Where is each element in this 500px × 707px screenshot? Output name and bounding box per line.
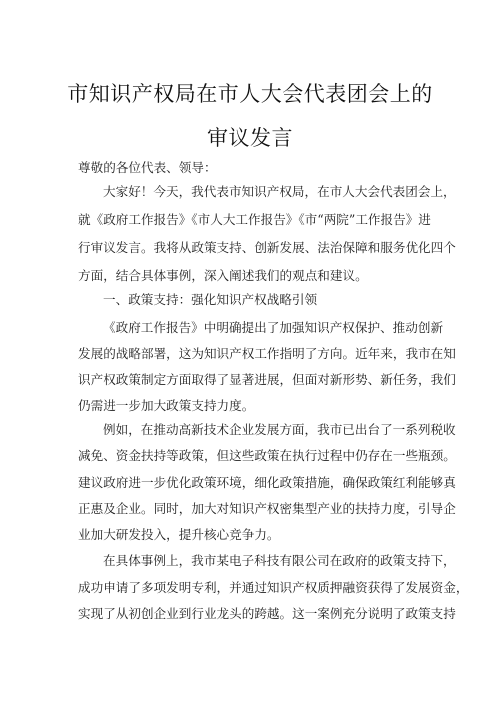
paragraph-line: 发展的战略部署，这为知识产权工作指明了方向。近年来，我市在知 [78, 346, 456, 361]
paragraph-line: 就《政府工作报告》《市人大工作报告》《市“两院”工作报告》进 [78, 212, 431, 227]
paragraph-line: 识产权政策制定方面取得了显著进展，但面对新形势、新任务，我们 [78, 372, 456, 387]
paragraph-line: 行审议发言。我将从政策支持、创新发展、法治保障和服务优化四个 [78, 240, 456, 255]
paragraph-line: 《政府工作报告》中明确提出了加强知识产权保护、推动创新 [103, 320, 444, 335]
paragraph-line: 方面，结合具体事例，深入阐述我们的观点和建议。 [78, 268, 368, 283]
paragraph-line: 业加大研发投入，提升核心竞争力。 [78, 527, 280, 542]
paragraph-line: 大家好！今天，我代表市知识产权局，在市人大会代表团会上， [103, 184, 456, 199]
paragraph-line: 仍需进一步加大政策支持力度。 [78, 398, 255, 413]
paragraph-line: 例如，在推动高新技术企业发展方面，我市已出台了一系列税收 [103, 422, 456, 437]
document-title-line-2: 审议发言 [207, 126, 293, 150]
paragraph-line: 正惠及企业。同时，加大对知识产权密集型产业的扶持力度，引导企 [78, 501, 456, 516]
paragraph-line: 实现了从初创企业到行业龙头的跨越。这一案例充分说明了政策支持 [78, 606, 456, 621]
section-heading: 一、政策支持：强化知识产权战略引领 [103, 292, 318, 307]
document-title-line-1: 市知识产权局在市人大会代表团会上的 [67, 82, 433, 106]
salutation: 尊敬的各位代表、领导： [78, 160, 217, 175]
paragraph-line: 建议政府进一步优化政策环境，细化政策措施，确保政策红利能够真 [78, 475, 456, 490]
paragraph-line: 成功申请了多项发明专利，并通过知识产权质押融资获得了发展资金， [78, 580, 469, 595]
paragraph-line: 在具体事例上，我市某电子科技有限公司在政府的政策支持下， [103, 553, 456, 568]
paragraph-line: 减免、资金扶持等政策，但这些政策在执行过程中仍存在一些瓶颈。 [78, 448, 456, 463]
